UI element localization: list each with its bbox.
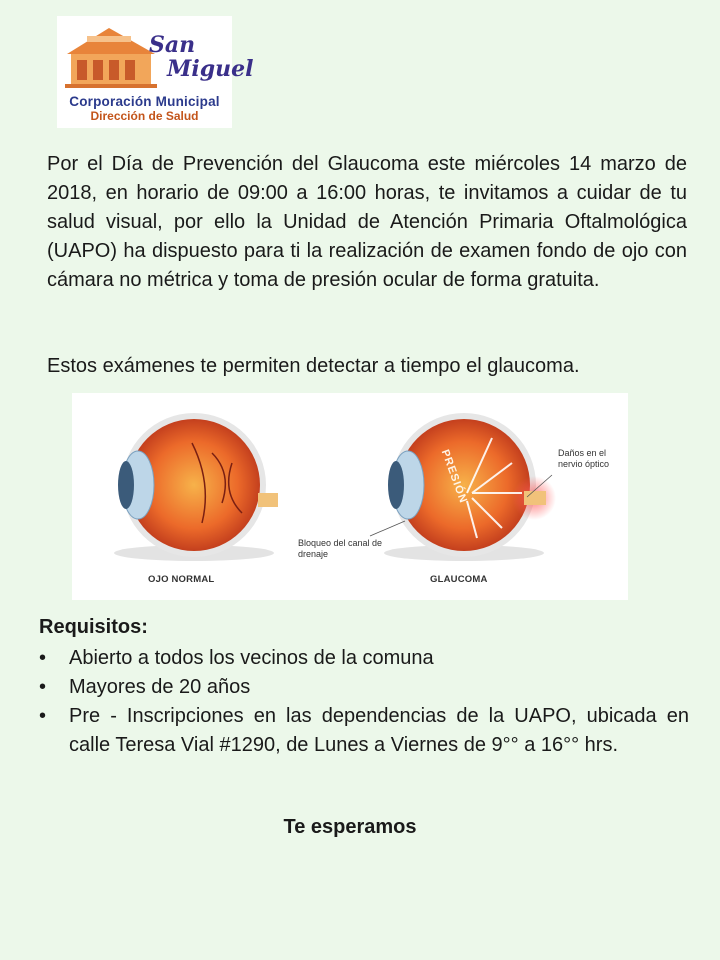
eye-diagram-graphic: [72, 393, 628, 600]
logo-department: Dirección de Salud: [90, 109, 199, 123]
list-item: [39, 673, 689, 702]
logo-organization: Corporación Municipal: [69, 94, 220, 109]
bullet-icon: •: [39, 705, 47, 727]
corporation-logo: [57, 16, 254, 128]
requirements-title: Requisitos:: [39, 616, 148, 638]
eye-comparison-illustration: [72, 393, 628, 600]
glaucoma-eye-caption: GLAUCOMA: [430, 574, 488, 585]
optic-nerve-annotation: Daños en el nervio óptico: [558, 448, 610, 469]
list-item: [39, 702, 689, 760]
bullet-icon: •: [39, 676, 47, 698]
normal-eye-caption: OJO NORMAL: [148, 574, 215, 585]
drainage-annotation: Bloqueo del canal de drenaje: [298, 538, 383, 559]
requirements-list: [39, 644, 689, 760]
pressure-label: PRESIÓN: [438, 448, 470, 506]
requirement-text: Mayores de 20 años: [69, 676, 251, 698]
bullet-icon: •: [39, 647, 47, 669]
logo-brand-line2: Miguel: [167, 56, 254, 82]
logo-brand-line1: San: [149, 32, 196, 58]
intro-paragraph: Por el Día de Prevención del Glaucoma este miércoles 14 marzo de 2018, en horario de 09:00 a 16:00 horas, te invitamos a cuidar de tu salud visual, por ello la Unidad de Atención Primaria Oftalmológica (UAPO) ha dispuesto para ti la realización de examen fondo de ojo con cámara no métrica y toma de presión ocular de forma gratuita.: [47, 153, 687, 291]
list-item: [39, 644, 689, 673]
closing-message: Te esperamos: [283, 816, 417, 838]
requirement-text: Pre - Inscripciones en las dependencias de la UAPO, ubicada en calle Teresa Vial #1290, de Lunes a Viernes de 9°° a 16°° hrs.: [69, 705, 689, 756]
intro-paragraph-2: Estos exámenes te permiten detectar a tiempo el glaucoma.: [47, 355, 580, 377]
requirement-text: Abierto a todos los vecinos de la comuna: [69, 647, 434, 669]
